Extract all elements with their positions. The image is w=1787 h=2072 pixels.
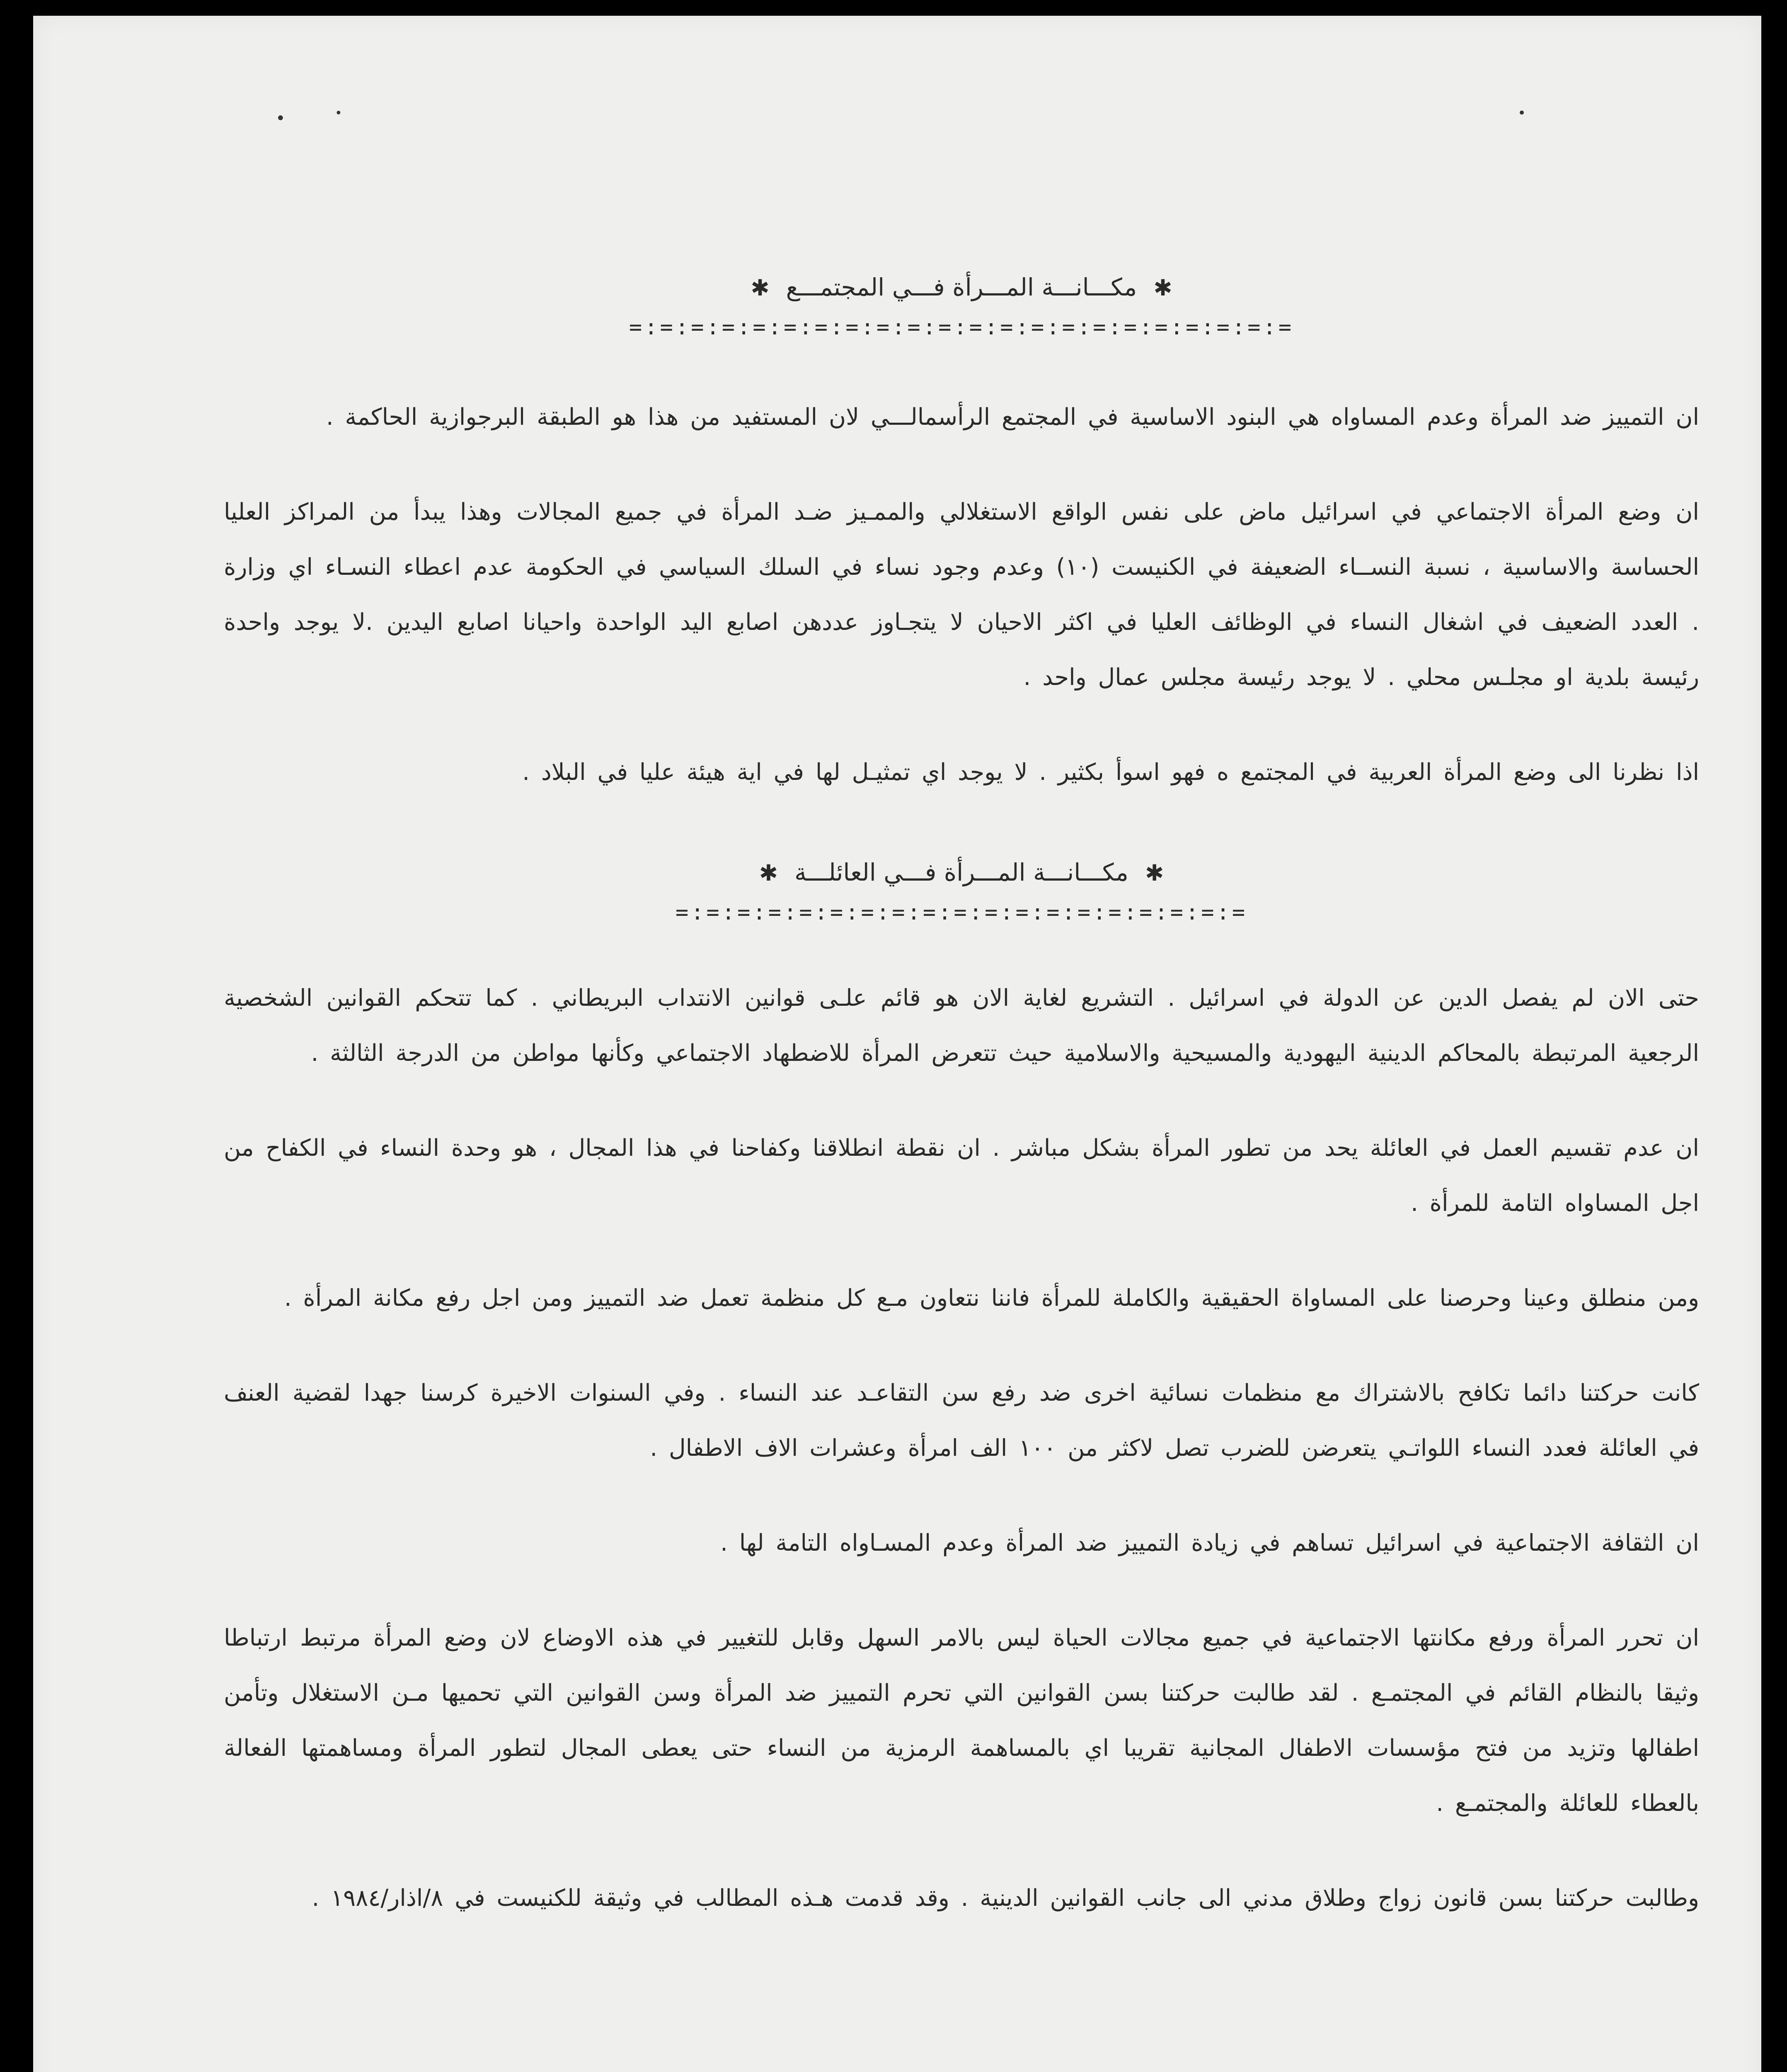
section-heading-family [224, 850, 1699, 896]
asterisk-icon: ✱ [759, 860, 778, 886]
paragraph: ان التمييز ضد المرأة وعدم المساواه هي البنود الاساسية في المجتمع الرأسمالـــي لان المستفيد من هذا هو الطبقة البرجوازية الحاكمة . [326, 404, 1699, 431]
paragraph: كانت حركتنا دائما تكافح بالاشتراك مع منظمات نسائية اخرى ضد رفع سن التقاعـد عند النساء . وفي السنوات الاخيرة كرسنا جهدا لقضية العنف في العائلة فعدد النساء اللواتـي يتعرضن للضرب تصل لاكثر من ١٠٠ الف امرأة وعشرات الاف الاطفال . [224, 1380, 1699, 1462]
heading-text: مكـــانـــة المـــرأة فـــي العائلـــة [794, 858, 1128, 886]
speck-mark: • [335, 106, 342, 121]
paragraph: ان عدم تقسيم العمل في العائلة يحد من تطور المرأة بشكل مباشر . ان نقطة انطلاقنا وكفاحنا في هذا المجال ، هو وحدة النساء في الكفاح من اجل المساواه التامة للمرأة . [224, 1135, 1699, 1217]
speck-mark: • [276, 109, 286, 128]
paragraph: حتى الان لم يفصل الدين عن الدولة في اسرائيل . التشريع لغاية الان هو قائم علـى قوانين الانتداب البريطاني . كما تتحكم القوانين الشخصية الرجعية المرتبطة بالمحاكم الدينية اليهودية والمسيحية والاسلامية حيث تتعرض المرأة للاضطهاد الاجتماعي وكأنها مواطن من الدرجة الثالثة . [224, 985, 1699, 1067]
document-page [33, 16, 1761, 2072]
asterisk-icon: ✱ [751, 275, 770, 301]
document-body [224, 264, 1699, 1965]
paragraph: وطالبت حركتنا بسن قانون زواج وطلاق مدني الى جانب القوانين الدينية . وقد قدمت هـذه المطالب في وثيقة للكنيست في ٨/اذار/١٩٨٤ . [312, 1885, 1699, 1912]
paragraph: ان وضع المرأة الاجتماعي في اسرائيل ماض على نفس الواقع الاستغلالي والممـيز ضـد المرأة في جميع المجالات وهذا يبدأ من المراكز العليا الحساسة والاساسية ، نسبة النســاء الضعيفة في الكنيست (١٠) وعدم وجود نساء في السلك السياسي في الحكومة عدم اعطاء النسـاء اي وزارة . العدد الضعيف في اشغال النساء في الوظائف العليا في اكثر الاحيان لا يتجـاوز عددهن اصابع اليد الواحدة واحيانا اصابع اليدين .لا يوجد واحدة رئيسة بلدية او مجلـس محلي . لا يوجد رئيسة مجلس عمال واحد . [224, 499, 1699, 691]
asterisk-icon: ✱ [1153, 275, 1172, 301]
paragraph: ان تحرر المرأة ورفع مكانتها الاجتماعية في جميع مجالات الحياة ليس بالامر السهل وقابل للتغيير في هذه الاوضاع لان وضع المرأة مرتبط ارتباطا وثيقا بالنظام القائم في المجتمـع . لقد طالبت حركتنا بسن القوانين التي تحرم التمييز ضد المرأة وسن القوانين التي تحميها مـن الاستغلال وتأمن اطفالها وتزيد من فتح مؤسسات الاطفال المجانية تقريبا اي بالمساهمة الرمزية من النساء حتى يعطى المجال لتطور المرأة ومساهمتها الفعالة بالعطاء للعائلة والمجتمـع . [224, 1624, 1699, 1817]
heading-text: مكـــانـــة المـــرأة فـــي المجتمـــع [786, 273, 1137, 301]
speck-mark: • [1518, 105, 1526, 121]
asterisk-icon: ✱ [1145, 860, 1164, 886]
paragraph: اذا نظرنا الى وضع المرأة العربية في المجتمع ه فهو اسوأ بكثير . لا يوجد اي تمثيـل لها في اية هيئة عليا في البلاد . [522, 759, 1699, 786]
paragraph: ان الثقافة الاجتماعية في اسرائيل تساهم في زيادة التمييز ضد المرأة وعدم المسـاواه التامة لها . [720, 1530, 1699, 1556]
heading-divider: =:=:=:=:=:=:=:=:=:=:=:=:=:=:=:=:=:=:= [675, 900, 1248, 925]
section-heading-society [224, 264, 1699, 311]
heading-divider: =:=:=:=:=:=:=:=:=:=:=:=:=:=:=:=:=:=:=:=:=:= [629, 315, 1294, 340]
paragraph: ومن منطلق وعينا وحرصنا على المساواة الحقيقية والكاملة للمرأة فاننا نتعاون مـع كل منظمة تعمل ضد التمييز ومن اجل رفع مكانة المرأة . [284, 1285, 1699, 1312]
